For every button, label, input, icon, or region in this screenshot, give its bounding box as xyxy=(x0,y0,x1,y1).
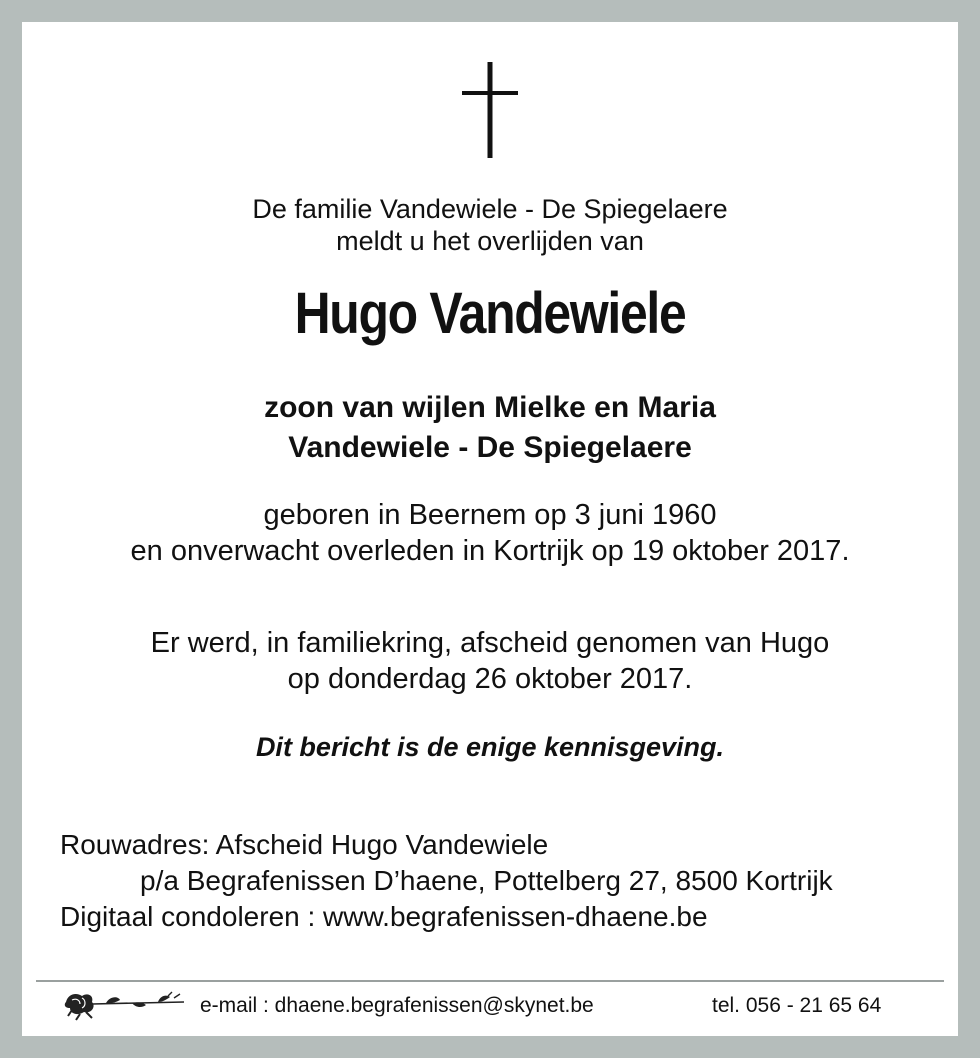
birth-line: geboren in Beernem op 3 juni 1960 xyxy=(263,499,717,531)
footer-email: e-mail : dhaene.begrafenissen@skynet.be xyxy=(200,994,594,1017)
announcement-line-1: De familie Vandewiele - De Spiegelaere xyxy=(252,194,728,224)
obituary-card xyxy=(22,22,958,1036)
farewell-line-1: Er werd, in familiekring, afscheid genomen van Hugo xyxy=(150,627,830,659)
address-line-1: Rouwadres: Afscheid Hugo Vandewiele xyxy=(60,829,549,860)
parents-line-2: Vandewiele - De Spiegelaere xyxy=(288,431,692,464)
address-line-2: p/a Begrafenissen D’haene, Pottelberg 27, 8500 Kortrijk xyxy=(140,865,833,896)
death-line: en onverwacht overleden in Kortrijk op 19 oktober 2017. xyxy=(130,535,850,567)
footer-divider xyxy=(36,980,944,982)
deceased-name: Hugo Vandewiele xyxy=(294,281,686,346)
announcement-line-2: meldt u het overlijden van xyxy=(336,226,644,256)
cross-icon xyxy=(460,62,520,158)
rose-icon xyxy=(62,988,188,1022)
parents-line-1: zoon van wijlen Mielke en Maria xyxy=(264,391,716,424)
footer-phone: tel. 056 - 21 65 64 xyxy=(712,994,882,1017)
notice-text: Dit bericht is de enige kennisgeving. xyxy=(255,732,725,762)
condolence-line: Digitaal condoleren : www.begrafenissen-dhaene.be xyxy=(60,901,708,932)
farewell-line-2: op donderdag 26 oktober 2017. xyxy=(287,663,693,695)
